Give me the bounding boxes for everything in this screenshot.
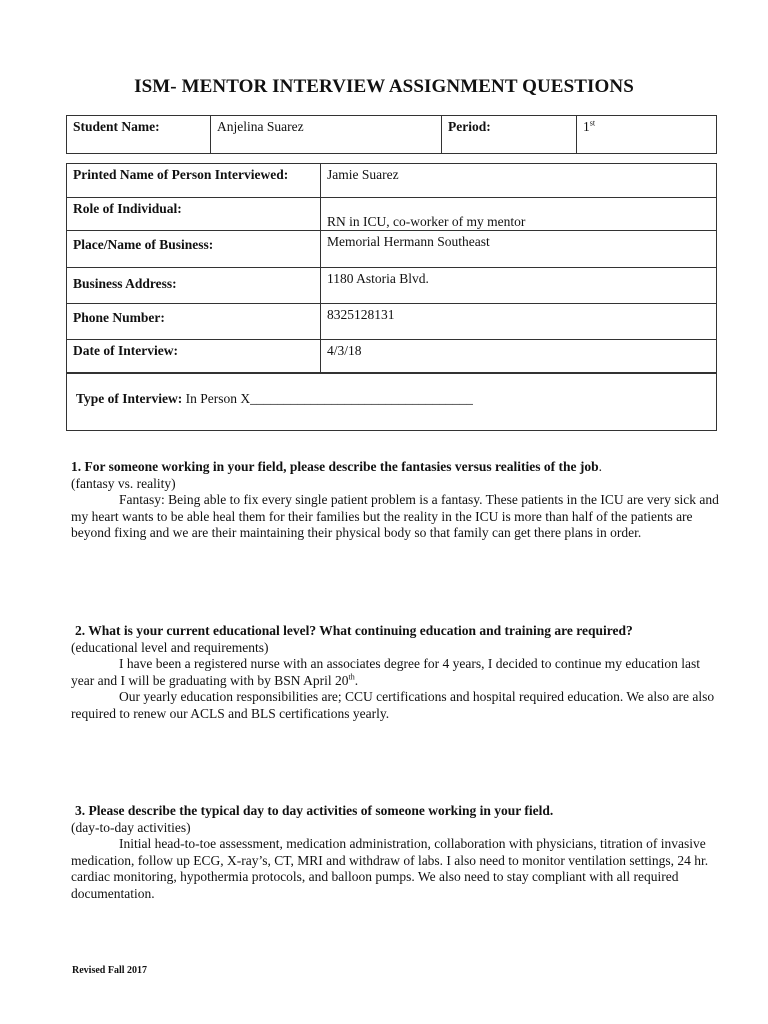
page-title: ISM- MENTOR INTERVIEW ASSIGNMENT QUESTIONS [134, 76, 634, 97]
question-1-heading-end: . [598, 459, 602, 474]
question-3-subheading: (day-to-day activities) [71, 819, 191, 835]
business-address-value: 1180 Astoria Blvd. [327, 271, 429, 286]
role-value: RN in ICU, co-worker of my mentor [327, 214, 526, 229]
business-name-value: Memorial Hermann Southeast [327, 234, 490, 249]
student-info-table [66, 115, 717, 154]
table-row [67, 198, 717, 231]
question-2-answer-1-text: I have been a registered nurse with an associates degree for 4 years, I decided to continue my education last year and I will be graduating with by BSN April 20 [71, 656, 701, 688]
interviewee-name-label: Printed Name of Person Interviewed: [73, 167, 289, 182]
question-1-heading: 1. For someone working in your field, please describe the fantasies versus realities of the job [71, 459, 599, 474]
interview-type-label: Type of Interview: [76, 391, 183, 406]
question-1-answer: Fantasy: Being able to fix every single patient problem is a fantasy. These patients in the ICU are very sick and my heart wants to be able heal them for their families but the reality in the ICU is more than half of the patients are beyond fixing and we are their maintaining their physical body so that family can get there plans in order. [71, 492, 719, 540]
question-3-answer: Initial head-to-toe assessment, medication administration, collaboration with physicians, titration of invasive medication, follow up ECG, X-ray’s, CT, MRI and withdraw of labs. I also need to monitor ventilation settings, 24 hr. cardiac monitoring, hypothermia protocols, and balloon pumps. We also need to stay compliant with all required documentation. [71, 836, 709, 901]
interview-date-label: Date of Interview: [73, 343, 178, 358]
business-address-label: Business Address: [73, 276, 177, 291]
question-2-subheading: (educational level and requirements) [71, 639, 269, 655]
interview-type-value: In Person X [185, 391, 251, 406]
question-2-answer-2: Our yearly education responsibilities are; CCU certifications and hospital required education. We also are also required to renew our ACLS and BLS certifications yearly. [71, 689, 715, 721]
interview-type-blank: _________________________________ [250, 391, 473, 406]
period-value: 1 [583, 119, 590, 134]
phone-label: Phone Number: [73, 310, 165, 325]
table-row [67, 340, 717, 373]
question-2 [71, 623, 725, 722]
student-name-label: Student Name: [73, 119, 160, 134]
table-row [67, 164, 717, 198]
period-label: Period: [448, 119, 491, 134]
interviewee-name-value: Jamie Suarez [327, 167, 399, 182]
phone-value: 8325128131 [327, 307, 395, 322]
table-row [67, 304, 717, 340]
table-row [67, 268, 717, 304]
revision-footer: Revised Fall 2017 [72, 965, 147, 976]
student-name-value: Anjelina Suarez [217, 119, 304, 134]
period-label-cell [442, 116, 577, 154]
question-1 [71, 459, 721, 542]
table-row [67, 231, 717, 268]
question-3-heading: 3. Please describe the typical day to day activities of someone working in your field. [75, 803, 554, 818]
role-label: Role of Individual: [73, 201, 182, 216]
interview-info-table [66, 163, 717, 373]
interview-date-value: 4/3/18 [327, 343, 362, 358]
interview-type-box [66, 372, 717, 431]
student-name-label-cell [67, 116, 211, 154]
student-name-value-cell [211, 116, 442, 154]
question-1-subheading: (fantasy vs. reality) [71, 475, 176, 491]
question-3 [71, 803, 725, 902]
question-2-answer-1-suffix: th [348, 672, 355, 681]
period-suffix: st [589, 118, 596, 128]
question-2-answer-1-end: . [354, 672, 359, 688]
question-2-answer-1 [71, 656, 725, 689]
question-2-heading: 2. What is your current educational level? What continuing education and training are required? [75, 623, 633, 638]
business-name-label: Place/Name of Business: [73, 237, 214, 252]
period-value-cell [577, 116, 717, 154]
